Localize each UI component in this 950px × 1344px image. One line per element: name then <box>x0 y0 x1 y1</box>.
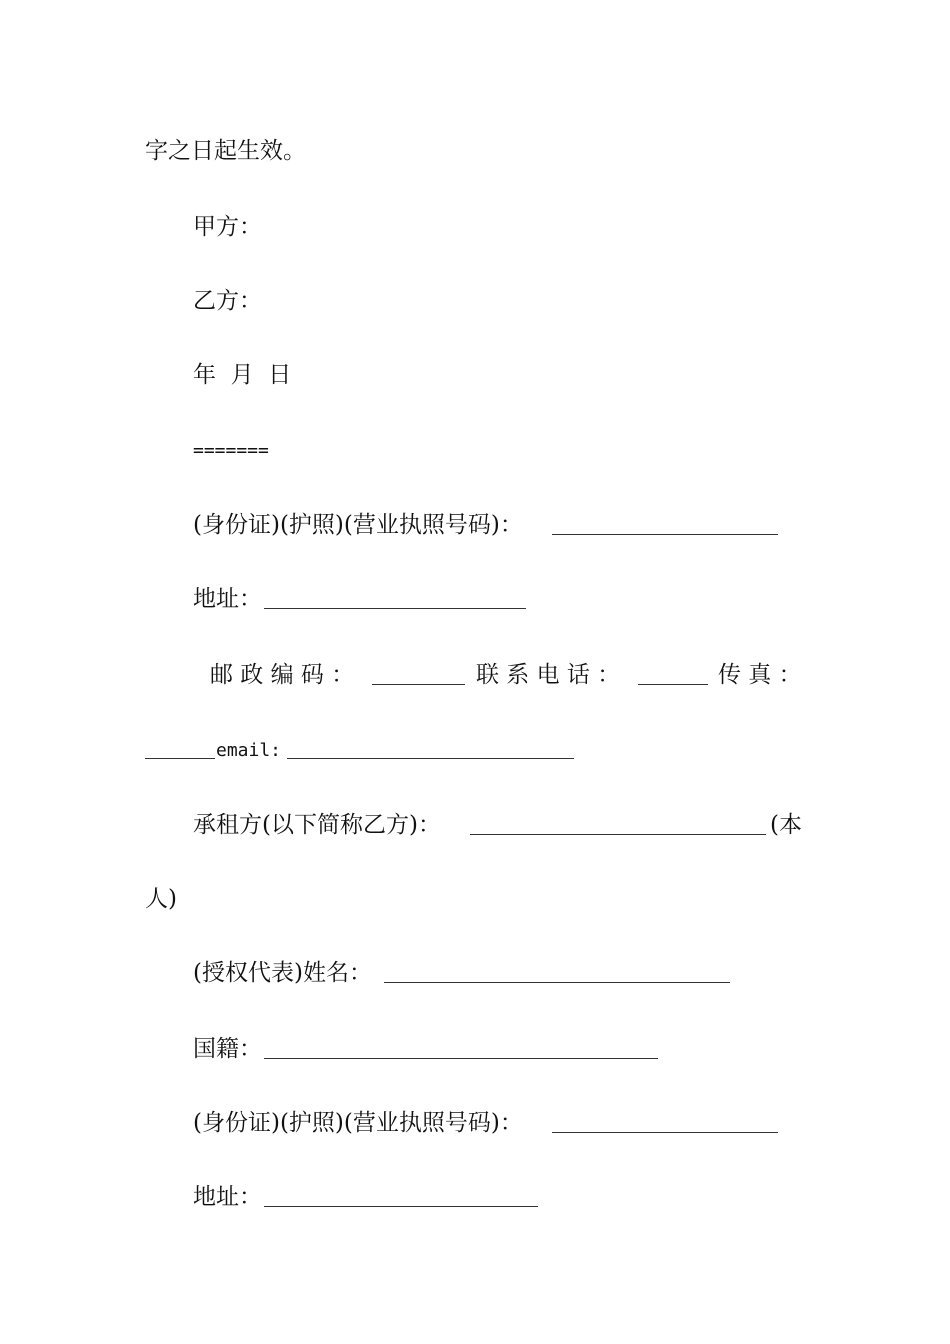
postal-code-blank[interactable] <box>372 660 465 685</box>
email-blank[interactable] <box>287 734 574 759</box>
date-label: 年 月 日 <box>193 362 292 388</box>
id-number-blank-2[interactable] <box>552 1108 778 1133</box>
nationality-label: 国籍： <box>193 1036 262 1062</box>
email-label: email: <box>216 740 282 761</box>
lessee-blank[interactable] <box>470 810 766 835</box>
nationality-blank[interactable] <box>264 1034 658 1059</box>
phone-label: 联 系 电 话 ： <box>476 662 621 688</box>
address-blank-2[interactable] <box>264 1182 538 1207</box>
address-label: 地址： <box>193 586 262 612</box>
party-b-label: 乙方： <box>193 288 262 314</box>
representative-label: (授权代表)姓名： <box>193 960 372 986</box>
id-number-blank[interactable] <box>552 510 778 535</box>
lessee-label: 承租方(以下简称乙方)： <box>193 812 441 838</box>
id-number-label-2: (身份证)(护照)(营业执照号码)： <box>193 1110 523 1136</box>
continuation-text: 字之日起生效。 <box>145 138 306 164</box>
lessee-suffix: (本 <box>770 812 802 838</box>
phone-blank[interactable] <box>638 660 708 685</box>
fax-blank[interactable] <box>145 734 215 759</box>
party-a-label: 甲方： <box>193 214 262 240</box>
separator: ======= <box>193 440 269 461</box>
lessee-suffix-continued: 人) <box>145 886 177 912</box>
address-blank[interactable] <box>264 584 526 609</box>
id-number-label: (身份证)(护照)(营业执照号码)： <box>193 512 523 538</box>
postal-code-label: 邮 政 编 码 ： <box>210 662 355 688</box>
address-line-2 <box>0 1182 950 1302</box>
representative-blank[interactable] <box>384 958 730 983</box>
fax-label: 传 真 ： <box>718 662 802 688</box>
address-label-2: 地址： <box>193 1184 262 1210</box>
